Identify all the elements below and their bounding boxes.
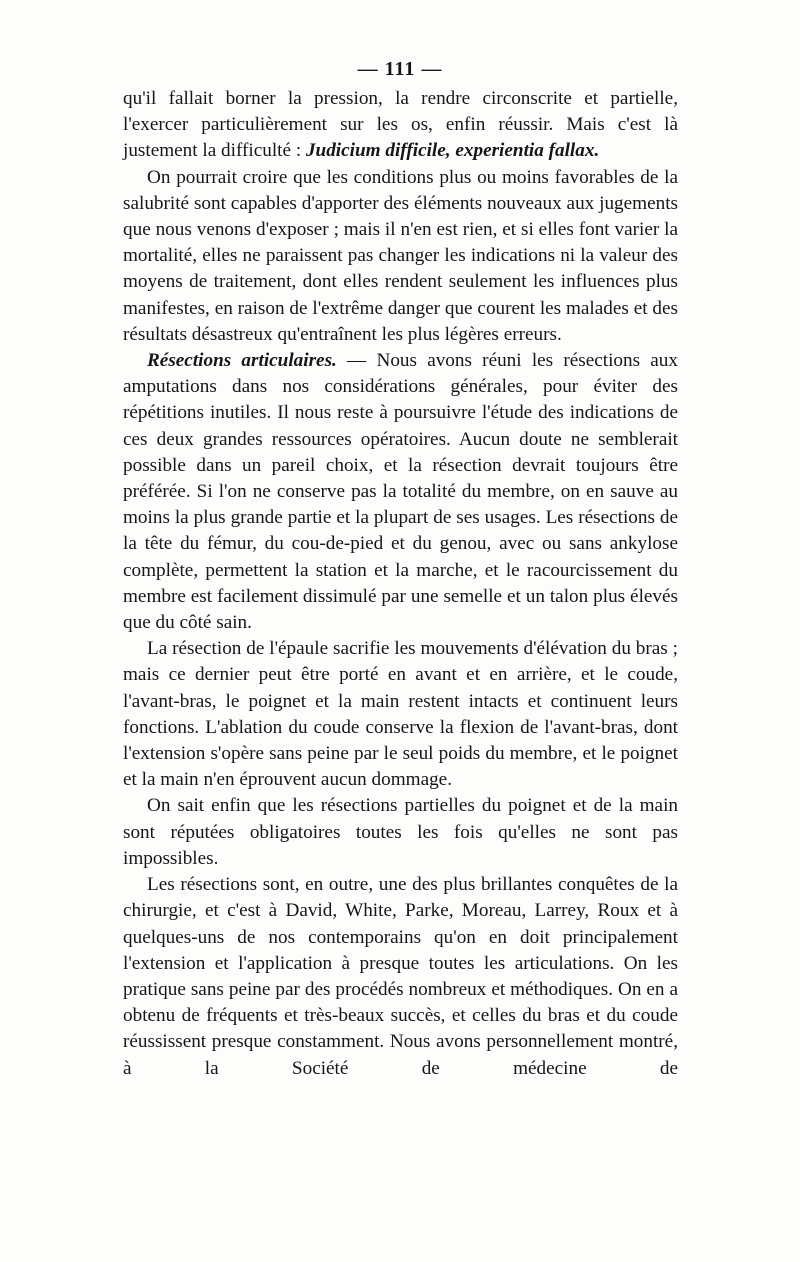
paragraph-5 xyxy=(123,793,678,872)
body-text xyxy=(123,86,678,1082)
page-number: — 111 — xyxy=(357,58,443,80)
section-heading-resections: Résections articulaires. xyxy=(147,350,337,372)
paragraph-2-text: On pourrait croire que les conditions plus ou moins favorables de la salubrité sont capables d'apporter des éléments nouveaux aux jugements que nous venons d'exposer ; mais il n'en est rien, et si elles font varier la mortalité, elles ne paraissent pas changer les indications ni la valeur des moyens de traitement, dont elles rendent seulement les influences plus manifestes, en raison de l'extrême danger que courent les malades et des résultats désastreux qu'entraînent les plus légères erreurs. xyxy=(123,166,678,345)
paragraph-3 xyxy=(123,348,678,636)
latin-quote: Judicium difficile, experientia fallax. xyxy=(305,140,600,162)
paragraph-6-text: Les résections sont, en outre, une des plus brillantes conquêtes de la chirurgie, et c'est à David, White, Parke, Moreau, Larrey, Roux et à quelques-uns de nos contemporains qu'on en doit principalement l'extension et l'application à presque toutes les articulations. On les pratique sans peine par des procédés nombreux et méthodiques. On en a obtenu de fréquents et très-beaux succès, et celles du bras et du coude réussissent presque constamment. Nous avons personnellement montré, à la Société de médecine de xyxy=(123,874,678,1079)
paragraph-4 xyxy=(123,636,678,793)
paragraph-4-text: La résection de l'épaule sacrifie les mouvements d'élévation du bras ; mais ce dernier peut être porté en avant et en arrière, et le coude, l'avant-bras, le poignet et la main restent intacts et continuent leurs fonctions. L'ablation du coude conserve la flexion de l'avant-bras, dont l'extension s'opère sans peine par le seul poids du membre, et le poignet et la main n'en éprouvent aucun dommage. xyxy=(123,638,678,791)
paragraph-2 xyxy=(123,165,678,348)
paragraph-1 xyxy=(123,86,678,165)
paragraph-3-text: — Nous avons réuni les résections aux amputations dans nos considérations générales, pour éviter des répétitions inutiles. Il nous reste à poursuivre l'étude des indications de ces deux grandes ressources opératoires. Aucun doute ne semblerait possible dans un pareil choix, et la résection devrait toujours être préférée. Si l'on ne conserve pas la totalité du membre, on en sauve au moins la plus grande partie et la plupart de ses usages. Les résections de la tête du fémur, du cou-de-pied et du genou, avec ou sans ankylose complète, permettent la station et la marche, et le racourcissement du membre est facilement dissimulé par une semelle et un talon plus élevés que du côté sain. xyxy=(123,350,678,634)
paragraph-5-text: On sait enfin que les résections partielles du poignet et de la main sont réputées obligatoires toutes les fois qu'elles ne sont pas impossibles. xyxy=(123,795,678,869)
paragraph-1-text: qu'il fallait borner la pression, la rendre circonscrite et partielle, l'exercer particulièrement sur les os, enfin réussir. Mais c'est là justement la difficulté : xyxy=(123,88,678,162)
paragraph-6 xyxy=(123,872,678,1082)
